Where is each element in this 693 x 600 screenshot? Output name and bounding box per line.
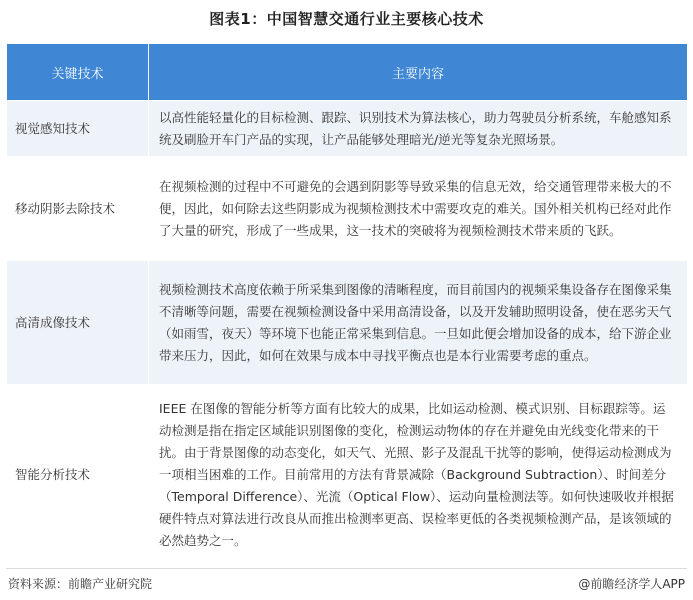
brand-credit: @前瞻经济学人APP — [578, 577, 685, 591]
row-key: 智能分析技术 — [7, 385, 149, 566]
header-main-content: 主要内容 — [149, 44, 688, 101]
row-content: 以高性能轻量化的目标检测、跟踪、识别技术为算法核心，助力驾驶员分析系统，车舱感知系统及刷脸开车门产品的实现，让产品能够处理暗光/逆光等复杂光照场景。 — [149, 101, 688, 157]
footer — [6, 568, 687, 598]
core-tech-table — [6, 43, 688, 566]
row-content: 在视频检测的过程中不可避免的会遇到阴影等导致采集的信息无效，给交通管理带来极大的不便，因此，如何除去这些阴影成为视频检测技术中需要攻克的难关。国外相关机构已经对此作了大量的研究，形成了一些成果，这一技术的突破将为视频检测技术带来质的飞跃。 — [149, 157, 688, 261]
row-content: 视频检测技术高度依赖于所采集到图像的清晰程度，而目前国内的视频采集设备存在图像采集不清晰等问题，需要在视频检测设备中采用高清设备，以及开发辅助照明设备，使在恶劣天气（如雨雪，夜天）等环境下也能正常采集到信息。一旦如此便会增加设备的成本，给下游企业带来压力，因此，如何在效果与成本中寻找平衡点也是本行业需要考虑的重点。 — [149, 261, 688, 385]
row-key: 视觉感知技术 — [7, 101, 149, 157]
row-key: 高清成像技术 — [7, 261, 149, 385]
row-content: IEEE 在图像的智能分析等方面有比较大的成果，比如运动检测、模式识别、目标跟踪等。运动检测是指在指定区域能识别图像的变化，检测运动物体的存在并避免由光线变化带来的干扰。由于背景图像的动态变化，如天气、光照、影子及混乱干扰等的影响，使得运动检测成为一项相当困难的工作。目前常用的方法有背景减除（Background Subtraction）、时间差分（Temporal Difference）、光流（Optical Flow）、运动向量检测法等。如何快速吸收并根据硬件特点对算法进行改良从而推出检测率更高、误检率更低的各类视频检测产品，是该领域的必然趋势之一。 — [149, 385, 688, 566]
row-key: 移动阴影去除技术 — [7, 157, 149, 261]
table-row — [7, 385, 688, 566]
source-note: 资料来源：前瞻产业研究院 — [8, 577, 153, 591]
chart-title: 图表1：中国智慧交通行业主要核心技术 — [209, 10, 484, 28]
table-row — [7, 157, 688, 261]
header-key-technology: 关键技术 — [7, 44, 149, 101]
table-row — [7, 101, 688, 157]
table-row — [7, 261, 688, 385]
table-header-row — [7, 44, 688, 101]
